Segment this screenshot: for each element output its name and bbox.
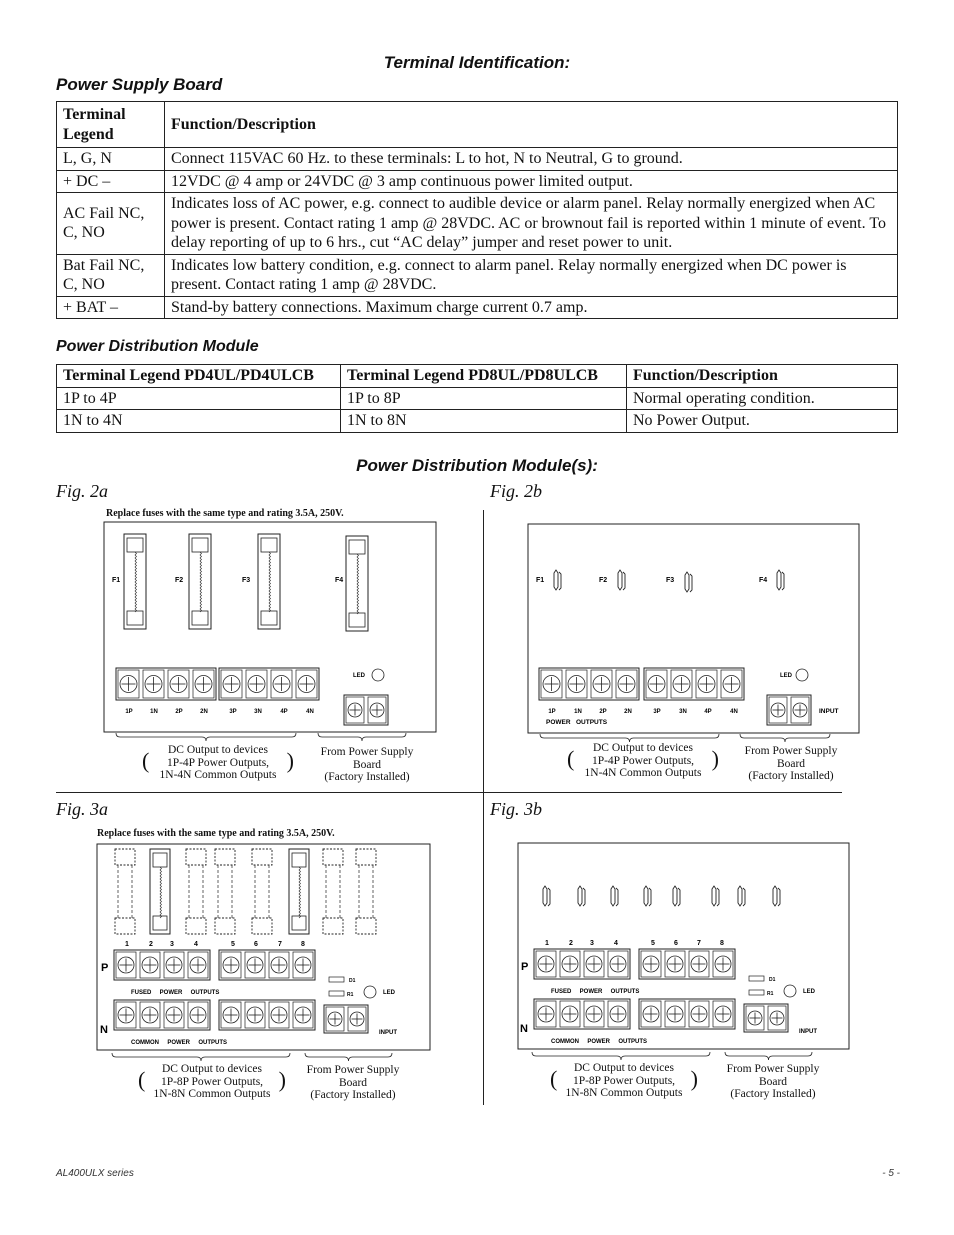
caption-line: DC Output to devices (168, 744, 268, 756)
caption-line: From Power Supply (306, 1064, 400, 1076)
dc-output-caption-3b (550, 1062, 698, 1100)
fuse-cap (323, 918, 343, 934)
pd4-cell: 1N to 4N (57, 410, 341, 433)
header-terminal-legend: Terminal Legend (57, 102, 165, 148)
resistor-icon (749, 990, 764, 995)
led-icon (784, 985, 796, 997)
fuse-label-f2: F2 (175, 577, 184, 584)
input-label: INPUT (819, 708, 839, 715)
diode-icon (329, 977, 344, 982)
led-icon (796, 669, 808, 681)
blade-fuse-icon (685, 572, 689, 592)
fuse-cap (115, 849, 135, 865)
fuse-label-f3: F3 (242, 577, 251, 584)
power-supply-board-heading: Power Supply Board (56, 75, 223, 94)
d1-label: D1 (349, 978, 356, 984)
caption-line: Board (352, 758, 382, 771)
fuse-element (200, 552, 202, 612)
fuse-cap (252, 849, 272, 865)
terminal-number: 3 (590, 940, 594, 947)
terminal-label: 4N (730, 709, 738, 715)
fuse-note-2a: Replace fuses with the same type and rating 3.5A, 250V. (106, 508, 344, 519)
caption-line: 1N-4N Common Outputs (584, 767, 702, 779)
fig-2a-label: Fig. 2a (56, 481, 108, 501)
pd8-cell: 1P to 8P (341, 387, 627, 410)
r1-label: R1 (347, 992, 354, 998)
dc-output-caption-2b (567, 742, 719, 780)
caption-line: 1N-4N Common Outputs (159, 769, 277, 781)
fuse-cap (127, 538, 143, 552)
fuse-cap (153, 853, 167, 867)
fuse-label-f1: F1 (112, 577, 121, 584)
terminal-number: 1 (125, 941, 129, 948)
caption-line: DC Output to devices (574, 1062, 674, 1074)
legend-cell: + DC – (57, 170, 165, 193)
led-label: LED (803, 989, 815, 995)
blade-fuse-icon (712, 886, 716, 906)
terminal-number: 5 (651, 940, 655, 947)
blade-fuse-icon (578, 886, 582, 906)
terminal-number: 8 (301, 941, 305, 948)
terminal-number: 4 (194, 941, 198, 948)
blade-fuse-icon (543, 886, 547, 906)
diode-icon (749, 976, 764, 981)
caption-paren-group: ( 1P-4P Power Outputs, 1N-4N Common Outputs ) (142, 747, 294, 781)
terminal-label: 4N (306, 709, 314, 715)
fuse-note-3a: Replace fuses with the same type and rating 3.5A, 250V. (97, 828, 335, 839)
caption-line: (Factory Installed) (730, 1088, 816, 1100)
fig-3a-label: Fig. 3a (56, 799, 108, 819)
fuse-label-f2: F2 (599, 577, 608, 584)
terminal-label: 3N (679, 709, 687, 715)
terminal-number: 1 (545, 940, 549, 947)
blade-fuse-icon (611, 886, 615, 906)
bracket-brace (725, 1052, 812, 1060)
fuse-cap (115, 918, 135, 934)
terminal-number: 6 (674, 940, 678, 947)
legend-cell: L, G, N (57, 148, 165, 171)
legend-cell: + BAT – (57, 296, 165, 319)
power-distribution-module-heading: Power Distribution Module (56, 338, 259, 355)
n-row-label: N (520, 1023, 528, 1035)
d1-label: D1 (769, 977, 776, 983)
fuse-holder (559, 572, 561, 590)
terminal-label: 3N (254, 709, 262, 715)
terminal-label: 3P (653, 709, 661, 715)
fuse-holder (548, 888, 550, 906)
terminal-number: 7 (697, 940, 701, 947)
led-label: LED (353, 673, 365, 679)
fuse-holder (678, 888, 680, 906)
desc-cell: Connect 115VAC 60 Hz. to these terminals: L to hot, N to Neutral, G to ground. (165, 148, 898, 171)
function-cell: No Power Output. (627, 410, 898, 433)
caption-line: From Power Supply (320, 746, 414, 758)
fuse-cap (127, 611, 143, 625)
header-function: Function/Description (627, 365, 898, 388)
terminal-number: 5 (231, 941, 235, 948)
caption-paren-group: ( 1P-4P Power Outputs, 1N-4N Common Outputs ) (567, 745, 719, 779)
terminal-label: 1P (548, 709, 556, 715)
desc-cell: Indicates loss of AC power, e.g. connect to audible device or alarm panel. Relay normally energized when AC power is present. Contact rating 1 amp @ 28VDC. AC or brownout fail is reported within 1 minute of event. To delay reporting of up to 6 hrs., cut “AC delay” jumper and reset power to unit. (165, 193, 898, 255)
fuse-cap (192, 611, 208, 625)
caption-line: From Power Supply (744, 745, 838, 757)
fig-2b-label: Fig. 2b (490, 481, 542, 501)
header-pd8: Terminal Legend PD8UL/PD8ULCB (341, 365, 627, 388)
fuse-cap (186, 849, 206, 865)
from-power-caption-2a (310, 746, 424, 784)
footer-page-number: - 5 - (882, 1168, 900, 1179)
legend-cell: AC Fail NC, C, NO (57, 193, 165, 255)
terminal-number: 4 (614, 940, 618, 947)
function-cell: Normal operating condition. (627, 387, 898, 410)
caption-line: DC Output to devices (593, 742, 693, 754)
fuse-cap (261, 538, 277, 552)
p-row-label: P (521, 961, 529, 973)
terminal-label: 2P (175, 709, 183, 715)
terminal-label: 4P (280, 709, 288, 715)
fuse-cap (215, 918, 235, 934)
modules-heading: Power Distribution Module(s): (356, 456, 598, 475)
fuse-holder (616, 888, 618, 906)
terminal-label: 1N (150, 709, 158, 715)
fused-power-outputs-label: FUSED POWER OUTPUTS (551, 989, 640, 995)
caption-line: 1P-4P Power Outputs, (166, 756, 270, 769)
bracket-brace (318, 733, 406, 741)
fuse-element (269, 552, 271, 612)
fused-power-outputs-label: FUSED POWER OUTPUTS (131, 990, 220, 996)
fuse-label-f4: F4 (759, 577, 768, 584)
fuse-holder (583, 888, 585, 906)
fuse-holder (717, 888, 719, 906)
common-power-outputs-label: COMMON POWER OUTPUTS (551, 1039, 647, 1045)
fuse-cap (356, 849, 376, 865)
fuse-cap (186, 918, 206, 934)
resistor-icon (329, 991, 344, 996)
blade-fuse-icon (773, 886, 777, 906)
caption-line: (Factory Installed) (310, 1089, 396, 1101)
caption-line: 1N-8N Common Outputs (565, 1087, 683, 1099)
fuse-holder (743, 888, 745, 906)
caption-line: 1N-8N Common Outputs (153, 1088, 271, 1100)
terminal-number: 8 (720, 940, 724, 947)
desc-cell: Stand-by battery connections. Maximum charge current 0.7 amp. (165, 296, 898, 319)
dc-output-caption-2a (142, 744, 294, 782)
terminal-label: 2P (599, 709, 607, 715)
fuse-cap (215, 849, 235, 865)
fuse-label-f3: F3 (666, 577, 675, 584)
legend-cell: Bat Fail NC, C, NO (57, 254, 165, 296)
blade-fuse-icon (738, 886, 742, 906)
caption-line: Board (776, 757, 806, 770)
bracket-brace (116, 733, 296, 741)
common-power-outputs-label: COMMON POWER OUTPUTS (131, 1040, 227, 1046)
pd4-cell: 1P to 4P (57, 387, 341, 410)
n-row-label: N (100, 1024, 108, 1036)
input-label: INPUT (379, 1030, 397, 1036)
fuse-cap (153, 916, 167, 930)
fuse-holder (623, 572, 625, 590)
fuse-cap (192, 538, 208, 552)
fuse-cap (252, 918, 272, 934)
led-label: LED (383, 990, 395, 996)
from-power-caption-3a (296, 1064, 410, 1102)
bracket-brace (740, 734, 830, 742)
terminal-number: 6 (254, 941, 258, 948)
fuse-holder (782, 572, 784, 590)
caption-line: 1P-4P Power Outputs, (591, 754, 695, 767)
header-function: Function/Description (165, 102, 898, 148)
terminal-label: 2N (624, 709, 632, 715)
bracket-brace (112, 1053, 290, 1061)
r1-label: R1 (767, 991, 774, 997)
fig-3b-label: Fig. 3b (490, 799, 542, 819)
desc-cell: Indicates low battery condition, e.g. connect to alarm panel. Relay normally energized when DC power is present. Contact rating 1 amp @ 28VDC. (165, 254, 898, 296)
caption-line: 1P-8P Power Outputs, (572, 1074, 676, 1087)
terminal-label: 1N (574, 709, 582, 715)
fuse-holder (690, 574, 692, 592)
power-outputs-label: POWER OUTPUTS (546, 719, 608, 726)
fuse-holder (649, 888, 651, 906)
terminal-number: 2 (569, 940, 573, 947)
fuse-cap (261, 611, 277, 625)
terminal-label: 4P (704, 709, 712, 715)
terminal-number: 7 (278, 941, 282, 948)
blade-fuse-icon (644, 886, 648, 906)
bracket-brace (305, 1053, 392, 1061)
caption-paren-group: ( 1P-8P Power Outputs, 1N-8N Common Outputs ) (550, 1065, 698, 1099)
bracket-brace (532, 1052, 710, 1060)
fuse-cap (292, 916, 306, 930)
blade-fuse-icon (554, 570, 558, 590)
terminal-number: 3 (170, 941, 174, 948)
p-row-label: P (101, 962, 109, 974)
caption-line: (Factory Installed) (748, 770, 834, 782)
fuse-label-f1: F1 (536, 577, 545, 584)
fuse-element (135, 552, 137, 612)
footer-series: AL400ULX series (56, 1168, 134, 1179)
caption-line: DC Output to devices (162, 1063, 262, 1075)
page-title: Terminal Identification: (383, 53, 571, 72)
blade-fuse-icon (673, 886, 677, 906)
dc-output-caption-3a (138, 1063, 286, 1101)
blade-fuse-icon (618, 570, 622, 590)
fuse-element (160, 867, 162, 918)
desc-cell: 12VDC @ 4 amp or 24VDC @ 3 amp continuous power limited output. (165, 170, 898, 193)
caption-paren-group: ( 1P-8P Power Outputs, 1N-8N Common Outputs ) (138, 1066, 286, 1100)
terminal-label: 2N (200, 709, 208, 715)
pd8-cell: 1N to 8N (341, 410, 627, 433)
led-icon (372, 669, 384, 681)
caption-line: (Factory Installed) (324, 771, 410, 783)
blade-fuse-icon (777, 570, 781, 590)
led-icon (364, 986, 376, 998)
terminal-label: 1P (125, 709, 133, 715)
fuse-holder (778, 888, 780, 906)
fuse-cap (292, 853, 306, 867)
caption-line: Board (758, 1075, 788, 1088)
fuse-cap (349, 540, 365, 554)
caption-line: From Power Supply (726, 1063, 820, 1075)
terminal-number: 2 (149, 941, 153, 948)
input-label: INPUT (799, 1029, 817, 1035)
fuse-cap (349, 613, 365, 627)
fuse-cap (323, 849, 343, 865)
caption-line: 1P-8P Power Outputs, (160, 1075, 264, 1088)
from-power-caption-2b (734, 745, 848, 783)
caption-line: Board (338, 1076, 368, 1089)
header-pd4: Terminal Legend PD4UL/PD4ULCB (57, 365, 341, 388)
fuse-cap (356, 918, 376, 934)
terminal-label: 3P (229, 709, 237, 715)
bracket-brace (540, 734, 719, 742)
fuse-element (357, 554, 359, 614)
fuse-element (299, 867, 301, 918)
fuse-label-f4: F4 (335, 577, 344, 584)
led-label: LED (780, 673, 792, 679)
from-power-caption-3b (716, 1063, 830, 1101)
